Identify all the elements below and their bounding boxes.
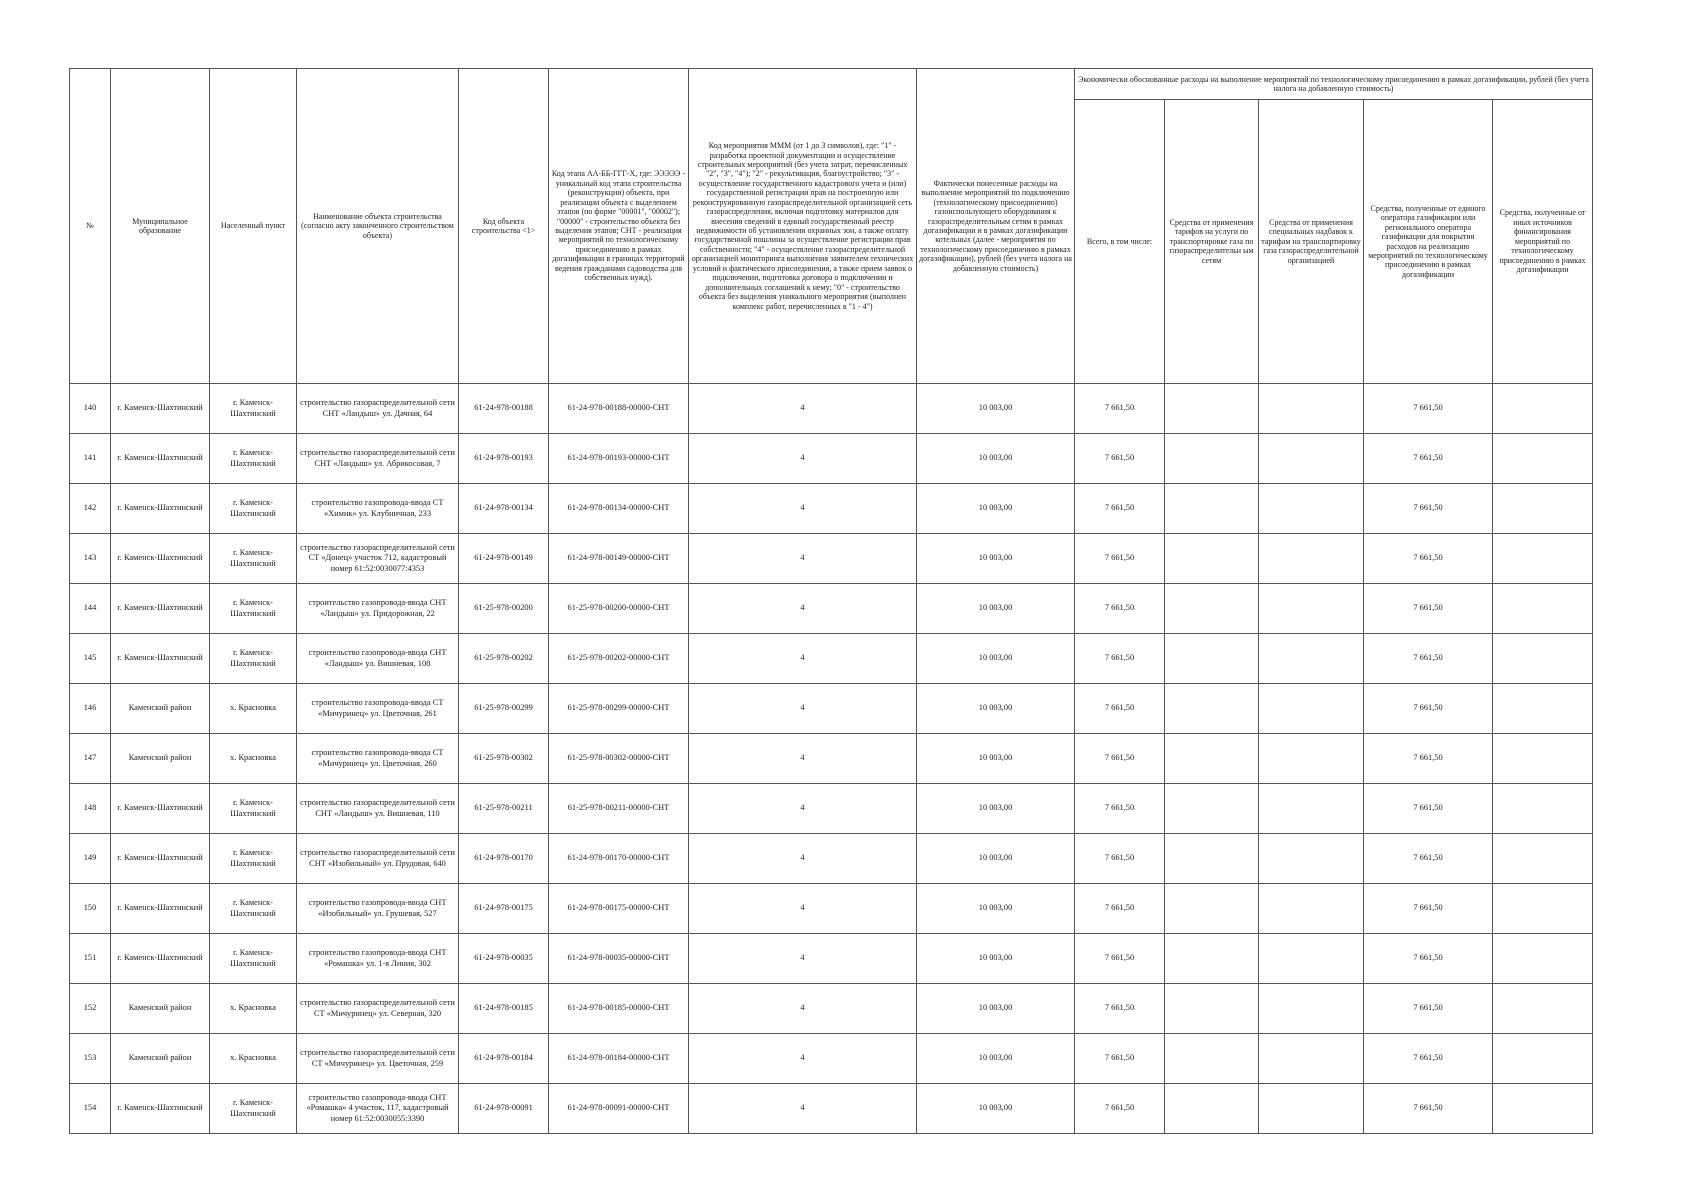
- header-settlement: Населенный пункт: [210, 69, 297, 384]
- cell-tariff-funds: [1165, 1034, 1259, 1084]
- header-num: №: [70, 69, 111, 384]
- cell-other-funds: [1493, 1084, 1593, 1134]
- cell-num: 148: [70, 784, 111, 834]
- cell-municipality: г. Каменск-Шахтинский: [111, 534, 210, 584]
- cell-tariff-funds: [1165, 534, 1259, 584]
- cell-stage-code: 61-25-978-00211-00000-СНТ: [549, 784, 689, 834]
- cell-actual-expenses: 10 003,00: [917, 484, 1075, 534]
- cell-actual-expenses: 10 003,00: [917, 734, 1075, 784]
- cell-other-funds: [1493, 984, 1593, 1034]
- cell-municipality: Каменский район: [111, 684, 210, 734]
- cell-object-name: строительство газораспределительной сети СТ «Мичуринец» ул. Северная, 320: [297, 984, 459, 1034]
- cell-municipality: г. Каменск-Шахтинский: [111, 784, 210, 834]
- cell-settlement: г. Каменск-Шахтинский: [210, 634, 297, 684]
- cell-total: 7 661,50: [1075, 984, 1165, 1034]
- cell-surcharge-funds: [1259, 734, 1364, 784]
- cell-event-code: 4: [689, 634, 917, 684]
- cell-stage-code: 61-24-978-00175-00000-СНТ: [549, 884, 689, 934]
- cell-other-funds: [1493, 484, 1593, 534]
- cell-stage-code: 61-25-978-00202-00000-СНТ: [549, 634, 689, 684]
- header-tariff-funds: Средства от применения тарифов на услуги по транспортировке газа по газораспределительн ым сетям: [1165, 100, 1259, 384]
- cell-settlement: х. Красновка: [210, 734, 297, 784]
- cell-municipality: г. Каменск-Шахтинский: [111, 384, 210, 434]
- cell-total: 7 661,50: [1075, 484, 1165, 534]
- cell-surcharge-funds: [1259, 584, 1364, 634]
- cell-settlement: х. Красновка: [210, 984, 297, 1034]
- cell-object-name: строительство газораспределительной сети СТ «Мичуринец» ул. Цветочная, 259: [297, 1034, 459, 1084]
- cell-num: 147: [70, 734, 111, 784]
- cell-municipality: г. Каменск-Шахтинский: [111, 434, 210, 484]
- cell-total: 7 661,50: [1075, 1084, 1165, 1134]
- table-row: [70, 634, 1593, 684]
- cell-stage-code: 61-24-978-00035-00000-СНТ: [549, 934, 689, 984]
- cell-num: 143: [70, 534, 111, 584]
- cell-event-code: 4: [689, 1034, 917, 1084]
- cell-actual-expenses: 10 003,00: [917, 684, 1075, 734]
- cell-object-name: строительство газораспределительной сети СНТ «Изобильный» ул. Прудовая, 640: [297, 834, 459, 884]
- cell-settlement: г. Каменск-Шахтинский: [210, 1084, 297, 1134]
- cell-other-funds: [1493, 584, 1593, 634]
- cell-settlement: г. Каменск-Шахтинский: [210, 584, 297, 634]
- cell-total: 7 661,50: [1075, 734, 1165, 784]
- cell-actual-expenses: 10 003,00: [917, 1034, 1075, 1084]
- cell-tariff-funds: [1165, 384, 1259, 434]
- cell-operator-funds: 7 661,50: [1364, 484, 1493, 534]
- table-row: [70, 484, 1593, 534]
- cell-object-code: 61-24-978-00185: [459, 984, 549, 1034]
- cell-stage-code: 61-25-978-00200-00000-СНТ: [549, 584, 689, 634]
- cell-total: 7 661,50: [1075, 534, 1165, 584]
- cell-other-funds: [1493, 734, 1593, 784]
- cell-total: 7 661,50: [1075, 384, 1165, 434]
- cell-event-code: 4: [689, 534, 917, 584]
- cell-object-code: 61-25-978-00202: [459, 634, 549, 684]
- cell-object-code: 61-24-978-00091: [459, 1084, 549, 1134]
- cell-operator-funds: 7 661,50: [1364, 634, 1493, 684]
- cell-settlement: г. Каменск-Шахтинский: [210, 484, 297, 534]
- header-actual-expenses: Фактически понесенные расходы на выполнение мероприятий по подключению (технологическому присоединению) газоиспользующего оборудования к газораспределительным сетям в рамках догазификации и в рамках догазификации котельных (далее - мероприятия по технологическому присоединению в рамках догазификации), рублей (без учета налога на добавленную стоимость): [917, 69, 1075, 384]
- cell-object-name: строительство газопровода-ввода СНТ «Изобильный» ул. Грушевая, 527: [297, 884, 459, 934]
- cell-stage-code: 61-25-978-00299-00000-СНТ: [549, 684, 689, 734]
- cell-settlement: г. Каменск-Шахтинский: [210, 384, 297, 434]
- cell-object-code: 61-24-978-00134: [459, 484, 549, 534]
- header-object-code: Код объекта строительства <1>: [459, 69, 549, 384]
- header-surcharge-funds: Средства от применения специальных надбавок к тарифам на транспортировку газа газораспределительной организацией: [1259, 100, 1364, 384]
- cell-stage-code: 61-25-978-00302-00000-СНТ: [549, 734, 689, 784]
- cell-tariff-funds: [1165, 934, 1259, 984]
- cell-object-code: 61-25-978-00299: [459, 684, 549, 734]
- cell-municipality: г. Каменск-Шахтинский: [111, 834, 210, 884]
- cell-object-code: 61-24-978-00175: [459, 884, 549, 934]
- cell-stage-code: 61-24-978-00185-00000-СНТ: [549, 984, 689, 1034]
- cell-municipality: г. Каменск-Шахтинский: [111, 634, 210, 684]
- cell-event-code: 4: [689, 984, 917, 1034]
- cell-object-code: 61-25-978-00211: [459, 784, 549, 834]
- cell-surcharge-funds: [1259, 984, 1364, 1034]
- cell-other-funds: [1493, 834, 1593, 884]
- table-row: [70, 784, 1593, 834]
- cell-actual-expenses: 10 003,00: [917, 834, 1075, 884]
- cell-surcharge-funds: [1259, 784, 1364, 834]
- cell-settlement: г. Каменск-Шахтинский: [210, 834, 297, 884]
- cell-actual-expenses: 10 003,00: [917, 1084, 1075, 1134]
- cell-event-code: 4: [689, 884, 917, 934]
- cell-actual-expenses: 10 003,00: [917, 884, 1075, 934]
- cell-total: 7 661,50: [1075, 834, 1165, 884]
- cell-operator-funds: 7 661,50: [1364, 984, 1493, 1034]
- cell-object-name: строительство газораспределительной сети СНТ «Ландыш» ул. Дачная, 64: [297, 384, 459, 434]
- cell-tariff-funds: [1165, 734, 1259, 784]
- cell-surcharge-funds: [1259, 534, 1364, 584]
- cell-settlement: г. Каменск-Шахтинский: [210, 884, 297, 934]
- cell-object-code: 61-25-978-00302: [459, 734, 549, 784]
- cell-stage-code: 61-24-978-00091-00000-СНТ: [549, 1084, 689, 1134]
- cell-actual-expenses: 10 003,00: [917, 384, 1075, 434]
- cell-other-funds: [1493, 884, 1593, 934]
- cell-other-funds: [1493, 784, 1593, 834]
- cell-num: 142: [70, 484, 111, 534]
- cell-object-name: строительство газопровода-ввода СНТ «Ромашка» ул. 1-я Линия, 302: [297, 934, 459, 984]
- cell-municipality: Каменский район: [111, 984, 210, 1034]
- cell-operator-funds: 7 661,50: [1364, 534, 1493, 584]
- cell-other-funds: [1493, 434, 1593, 484]
- cell-num: 154: [70, 1084, 111, 1134]
- table-row: [70, 534, 1593, 584]
- cell-object-name: строительство газопровода-ввода СНТ «Ромашка» 4 участок, 117, кадастровый номер 61:52:0030055:3390: [297, 1084, 459, 1134]
- cell-num: 152: [70, 984, 111, 1034]
- cell-operator-funds: 7 661,50: [1364, 934, 1493, 984]
- cell-operator-funds: 7 661,50: [1364, 834, 1493, 884]
- cell-object-name: строительство газопровода-ввода СНТ «Ландыш» ул. Придорожная, 22: [297, 584, 459, 634]
- cell-tariff-funds: [1165, 484, 1259, 534]
- cell-object-name: строительство газораспределительной сети СНТ «Ландыш» ул. Вишневая, 110: [297, 784, 459, 834]
- cell-num: 150: [70, 884, 111, 934]
- header-other-funds: Средства, полученные от иных источников финансирования мероприятий по технологическому присоединению в рамках догазификации: [1493, 100, 1593, 384]
- cell-event-code: 4: [689, 784, 917, 834]
- cell-other-funds: [1493, 934, 1593, 984]
- cell-tariff-funds: [1165, 634, 1259, 684]
- table-row: [70, 884, 1593, 934]
- cell-object-name: строительство газопровода-ввода СТ «Химик» ул. Клубничная, 233: [297, 484, 459, 534]
- table-row: [70, 934, 1593, 984]
- cell-surcharge-funds: [1259, 1034, 1364, 1084]
- cell-num: 149: [70, 834, 111, 884]
- cell-tariff-funds: [1165, 684, 1259, 734]
- table-row: [70, 434, 1593, 484]
- cell-event-code: 4: [689, 1084, 917, 1134]
- cell-object-name: строительство газораспределительной сети СНТ «Ландыш» ул. Абрикосовая, 7: [297, 434, 459, 484]
- cell-other-funds: [1493, 634, 1593, 684]
- cell-settlement: г. Каменск-Шахтинский: [210, 534, 297, 584]
- cell-other-funds: [1493, 534, 1593, 584]
- cell-settlement: г. Каменск-Шахтинский: [210, 934, 297, 984]
- cell-object-name: строительство газопровода-ввода СТ «Мичуринец» ул. Цветочная, 260: [297, 734, 459, 784]
- cell-operator-funds: 7 661,50: [1364, 884, 1493, 934]
- cell-operator-funds: 7 661,50: [1364, 684, 1493, 734]
- cell-municipality: Каменский район: [111, 1034, 210, 1084]
- cell-total: 7 661,50: [1075, 884, 1165, 934]
- cell-object-code: 61-24-978-00184: [459, 1034, 549, 1084]
- document-sheet: [69, 68, 1593, 1134]
- cell-object-code: 61-24-978-00035: [459, 934, 549, 984]
- cell-operator-funds: 7 661,50: [1364, 384, 1493, 434]
- cell-total: 7 661,50: [1075, 1034, 1165, 1084]
- cell-settlement: х. Красновка: [210, 1034, 297, 1084]
- cell-object-code: 61-24-978-00188: [459, 384, 549, 434]
- cell-actual-expenses: 10 003,00: [917, 934, 1075, 984]
- cell-object-name: строительство газопровода-ввода СТ «Мичуринец» ул. Цветочная, 261: [297, 684, 459, 734]
- header-operator-funds: Средства, полученные от единого оператора газификации или регионального оператора газификации для покрытия расходов на реализацию мероприятий по технологическому присоединению в рамках догазификации: [1364, 100, 1493, 384]
- cell-operator-funds: 7 661,50: [1364, 1084, 1493, 1134]
- cell-municipality: г. Каменск-Шахтинский: [111, 884, 210, 934]
- table-row: [70, 834, 1593, 884]
- cell-other-funds: [1493, 684, 1593, 734]
- cell-surcharge-funds: [1259, 834, 1364, 884]
- cell-event-code: 4: [689, 484, 917, 534]
- cell-num: 144: [70, 584, 111, 634]
- cell-event-code: 4: [689, 834, 917, 884]
- cell-municipality: г. Каменск-Шахтинский: [111, 934, 210, 984]
- cell-total: 7 661,50: [1075, 584, 1165, 634]
- cell-event-code: 4: [689, 934, 917, 984]
- cell-event-code: 4: [689, 734, 917, 784]
- cell-surcharge-funds: [1259, 434, 1364, 484]
- cell-settlement: г. Каменск-Шахтинский: [210, 784, 297, 834]
- header-object-name: Наименование объекта строительства (согласно акту законченного строительством объекта): [297, 69, 459, 384]
- cell-municipality: г. Каменск-Шахтинский: [111, 484, 210, 534]
- table-row: [70, 1084, 1593, 1134]
- table-row: [70, 984, 1593, 1034]
- cell-event-code: 4: [689, 684, 917, 734]
- cell-stage-code: 61-24-978-00184-00000-СНТ: [549, 1034, 689, 1084]
- cell-operator-funds: 7 661,50: [1364, 434, 1493, 484]
- cell-num: 145: [70, 634, 111, 684]
- cell-actual-expenses: 10 003,00: [917, 584, 1075, 634]
- cell-surcharge-funds: [1259, 484, 1364, 534]
- cell-total: 7 661,50: [1075, 934, 1165, 984]
- cell-operator-funds: 7 661,50: [1364, 584, 1493, 634]
- cell-stage-code: 61-24-978-00188-00000-СНТ: [549, 384, 689, 434]
- cell-num: 141: [70, 434, 111, 484]
- cell-settlement: г. Каменск-Шахтинский: [210, 434, 297, 484]
- cell-settlement: х. Красновка: [210, 684, 297, 734]
- cell-tariff-funds: [1165, 984, 1259, 1034]
- cell-surcharge-funds: [1259, 934, 1364, 984]
- cell-actual-expenses: 10 003,00: [917, 984, 1075, 1034]
- table-header: [70, 69, 1593, 384]
- cell-object-name: строительство газораспределительной сети СТ «Донец» участок 712, кадастровый номер 61:52:0030077:4353: [297, 534, 459, 584]
- cell-total: 7 661,50: [1075, 784, 1165, 834]
- cell-stage-code: 61-24-978-00193-00000-СНТ: [549, 434, 689, 484]
- cell-object-code: 61-24-978-00170: [459, 834, 549, 884]
- cell-operator-funds: 7 661,50: [1364, 1034, 1493, 1084]
- cell-stage-code: 61-24-978-00134-00000-СНТ: [549, 484, 689, 534]
- cell-actual-expenses: 10 003,00: [917, 434, 1075, 484]
- cell-stage-code: 61-24-978-00149-00000-СНТ: [549, 534, 689, 584]
- cell-tariff-funds: [1165, 584, 1259, 634]
- table-row: [70, 384, 1593, 434]
- cell-surcharge-funds: [1259, 384, 1364, 434]
- cell-total: 7 661,50: [1075, 634, 1165, 684]
- cell-total: 7 661,50: [1075, 684, 1165, 734]
- cell-event-code: 4: [689, 584, 917, 634]
- cell-object-code: 61-24-978-00193: [459, 434, 549, 484]
- header-economic-group: Экономически обоснованные расходы на выполнение мероприятий по технологическому присоединению в рамках догазификации, рублей (без учета налога на добавленную стоимость): [1075, 69, 1593, 100]
- cell-municipality: г. Каменск-Шахтинский: [111, 584, 210, 634]
- cell-num: 153: [70, 1034, 111, 1084]
- cell-num: 146: [70, 684, 111, 734]
- cell-event-code: 4: [689, 384, 917, 434]
- cell-object-code: 61-25-978-00200: [459, 584, 549, 634]
- table-row: [70, 734, 1593, 784]
- cell-stage-code: 61-24-978-00170-00000-СНТ: [549, 834, 689, 884]
- header-event-code: Код мероприятия ММM (от 1 до 3 символов), где: "1" - разработка проектной документации и осуществление строительных мероприятий (без учета затрат, перечисленных "2", "3", "4"); "2" - рекультивация, благоустройство; "3" - осуществление государственного кадастрового учета и (или) государственной регистрации прав на построенную или реконструированную газораспределительной организацией сеть газораспределения, включая подготовку материалов для внесения сведений в единый государственный реестр недвижимости об установлении охранных зон, а также оплату государственной пошлины за осуществление регистрации прав собственности; "4" - осуществление газораспределительной организацией мониторинга выполнения заявителем технических условий и фактического присоединения, а также прием заявок о подключении, подготовка договора о подключении и дополнительных соглашений к нему; "0" - строительство объекта без выделения уникального мероприятия (выполнен комплекс работ, перечисленных в "1 - 4"): [689, 69, 917, 384]
- table-row: [70, 1034, 1593, 1084]
- cell-tariff-funds: [1165, 834, 1259, 884]
- cell-tariff-funds: [1165, 884, 1259, 934]
- cell-actual-expenses: 10 003,00: [917, 784, 1075, 834]
- cell-surcharge-funds: [1259, 634, 1364, 684]
- cell-operator-funds: 7 661,50: [1364, 734, 1493, 784]
- cell-num: 140: [70, 384, 111, 434]
- cell-tariff-funds: [1165, 434, 1259, 484]
- cell-num: 151: [70, 934, 111, 984]
- cell-tariff-funds: [1165, 784, 1259, 834]
- header-stage-code: Код этапа АА-ББ-ГГГ-Х, где: ЭЭЭЭЭ - уникальный код этапа строительства (реконструкции) объекта, при реализации объекта с выделением этапов (по форме "00001", "00002"); "00000" - строительство объекта без выделения этапов; СНТ - реализация мероприятий по технологическому присоединению в рамках догазификации в границах территорий ведения гражданами садоводства для собственных нужд).: [549, 69, 689, 384]
- cell-tariff-funds: [1165, 1084, 1259, 1134]
- cell-other-funds: [1493, 384, 1593, 434]
- cell-operator-funds: 7 661,50: [1364, 784, 1493, 834]
- cell-event-code: 4: [689, 434, 917, 484]
- header-total: Всего, в том числе:: [1075, 100, 1165, 384]
- table-row: [70, 584, 1593, 634]
- cell-other-funds: [1493, 1034, 1593, 1084]
- cell-object-name: строительство газопровода-ввода СНТ «Ландыш» ул. Вишневая, 108: [297, 634, 459, 684]
- cell-actual-expenses: 10 003,00: [917, 634, 1075, 684]
- cell-actual-expenses: 10 003,00: [917, 534, 1075, 584]
- table-row: [70, 684, 1593, 734]
- cell-surcharge-funds: [1259, 1084, 1364, 1134]
- cell-object-code: 61-24-978-00149: [459, 534, 549, 584]
- cell-municipality: Каменский район: [111, 734, 210, 784]
- cell-total: 7 661,50: [1075, 434, 1165, 484]
- cell-surcharge-funds: [1259, 884, 1364, 934]
- cell-surcharge-funds: [1259, 684, 1364, 734]
- header-municipality: Муниципальное образование: [111, 69, 210, 384]
- gasification-costs-table: [69, 68, 1593, 1134]
- cell-municipality: г. Каменск-Шахтинский: [111, 1084, 210, 1134]
- table-body: [70, 384, 1593, 1134]
